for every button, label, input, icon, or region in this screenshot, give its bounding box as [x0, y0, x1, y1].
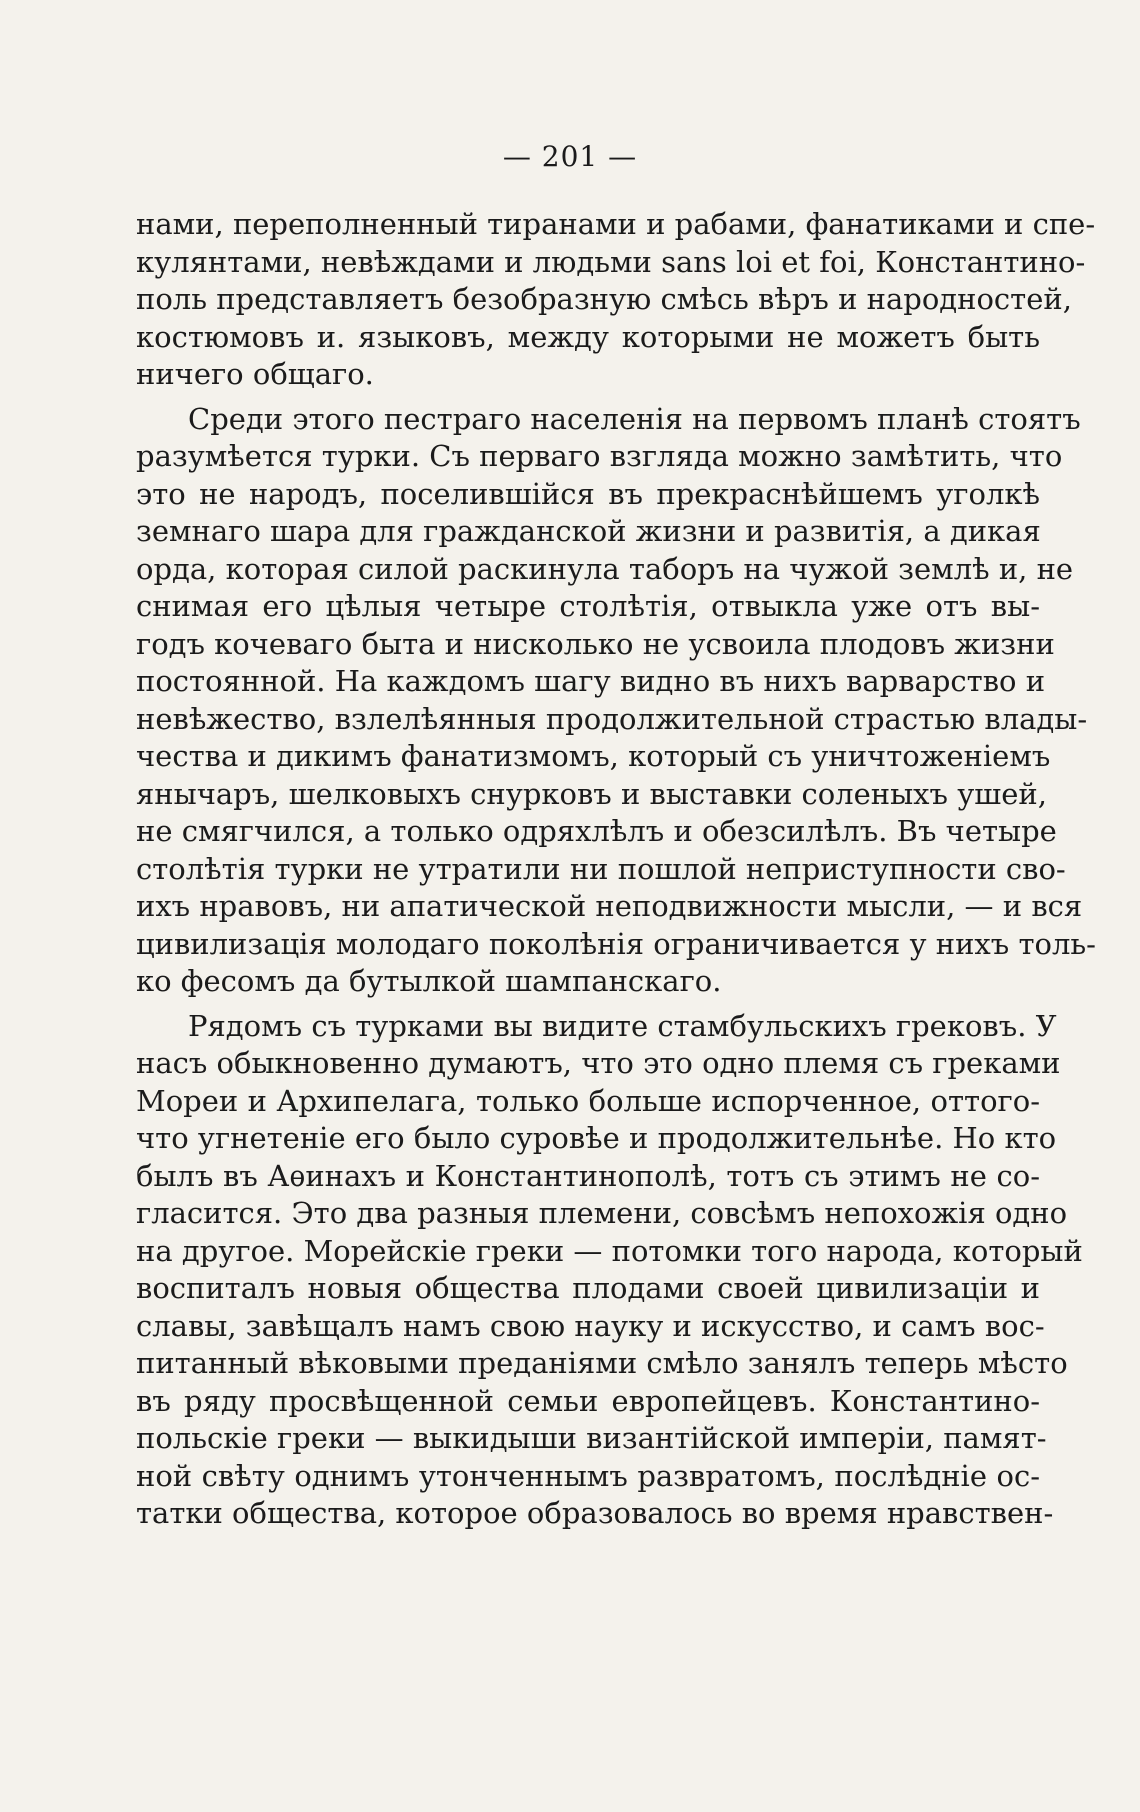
- text-line: Мореи и Архипелага, только больше испорченное, оттого-: [136, 1083, 1040, 1118]
- text-line: столѣтія турки не утратили ни пошлой неприступности сво-: [136, 851, 1066, 886]
- text-line: былъ въ Аѳинахъ и Константинополѣ, тотъ съ этимъ не со-: [136, 1158, 1040, 1193]
- text-line: татки общества, которое образовалось во время нравствен-: [136, 1496, 1054, 1530]
- text-line: постоянной. На каждомъ шагу видно въ нихъ варварство и: [136, 664, 1046, 698]
- text-line: славы, завѣщалъ намъ свою науку и искусство, и самъ вос-: [136, 1308, 1045, 1343]
- text-line: насъ обыкновенно думаютъ, что это одно племя съ греками: [136, 1046, 1061, 1080]
- paragraph-1: [136, 206, 1096, 394]
- text-line: кулянтами, невѣждами и людьми sans loi et foi, Константино-: [136, 244, 1086, 279]
- body-text: [136, 206, 1096, 1533]
- text-line: это не народъ, поселившійся въ прекраснѣйшемъ уголкѣ: [136, 476, 1040, 511]
- text-line: годъ кочеваго быта и нисколько не усвоила плодовъ жизни: [136, 626, 1055, 661]
- text-line: не смягчился, а только одряхлѣлъ и обезсилѣлъ. Въ четыре: [136, 814, 1057, 848]
- text-line: цивилизація молодаго поколѣнія ограничивается у нихъ толь-: [136, 926, 1096, 961]
- text-line: на другое. Морейскіе греки — потомки того народа, который: [136, 1233, 1083, 1268]
- text-line: земнаго шара для гражданской жизни и развитія, а дикая: [136, 514, 1041, 548]
- text-line: въ ряду просвѣщенной семьи европейцевъ. Константино-: [136, 1383, 1040, 1418]
- paragraph-3: [136, 1008, 1083, 1533]
- text-line: гласится. Это два разныя племени, совсѣмъ непохожія одно: [136, 1196, 1068, 1230]
- text-line: питанный вѣковыми преданіями смѣло занялъ теперь мѣсто: [136, 1346, 1068, 1380]
- text-line: орда, которая силой раскинула таборъ на чужой землѣ и, не: [136, 551, 1074, 586]
- page-number: — 201 —: [502, 140, 638, 173]
- text-line: что угнетеніе его было суровѣе и продолжительнѣе. Но кто: [136, 1121, 1057, 1155]
- text-line: воспиталъ новыя общества плодами своей цивилизаціи и: [136, 1271, 1040, 1305]
- text-line: снимая его цѣлыя четыре столѣтія, отвыкла уже отъ вы-: [136, 589, 1040, 623]
- text-line: разумѣется турки. Съ перваго взгляда можно замѣтить, что: [136, 439, 1063, 473]
- text-line: Среди этого пестраго населенія на первомъ планѣ стоятъ: [188, 401, 1081, 436]
- text-line: янычаръ, шелковыхъ снурковъ и выставки соленыхъ ушей,: [136, 776, 1047, 811]
- text-line: польскіе греки — выкидыши византійской имперіи, памят-: [136, 1421, 1047, 1455]
- paragraph-2: [136, 401, 1096, 1001]
- text-line: чества и дикимъ фанатизмомъ, который съ уничтоженіемъ: [136, 739, 1051, 773]
- text-line: ной свѣту однимъ утонченнымъ развратомъ, послѣдніе ос-: [136, 1458, 1040, 1493]
- text-line: костюмовъ и. языковъ, между которыми не можетъ быть: [136, 319, 1040, 354]
- text-line: ничего общаго.: [136, 357, 374, 391]
- text-line: ихъ нравовъ, ни апатической неподвижности мысли, — и вся: [136, 889, 1083, 923]
- text-line: нами, переполненный тиранами и рабами, фанатиками и спе-: [136, 207, 1096, 241]
- text-line: ко фесомъ да бутылкой шампанскаго.: [136, 964, 722, 998]
- text-line: Рядомъ съ турками вы видите стамбульскихъ грековъ. У: [188, 1008, 1057, 1043]
- text-line: невѣжество, взлелѣянныя продолжительной страстью влады-: [136, 701, 1088, 736]
- text-line: поль представляетъ безобразную смѣсь вѣръ и народностей,: [136, 282, 1072, 316]
